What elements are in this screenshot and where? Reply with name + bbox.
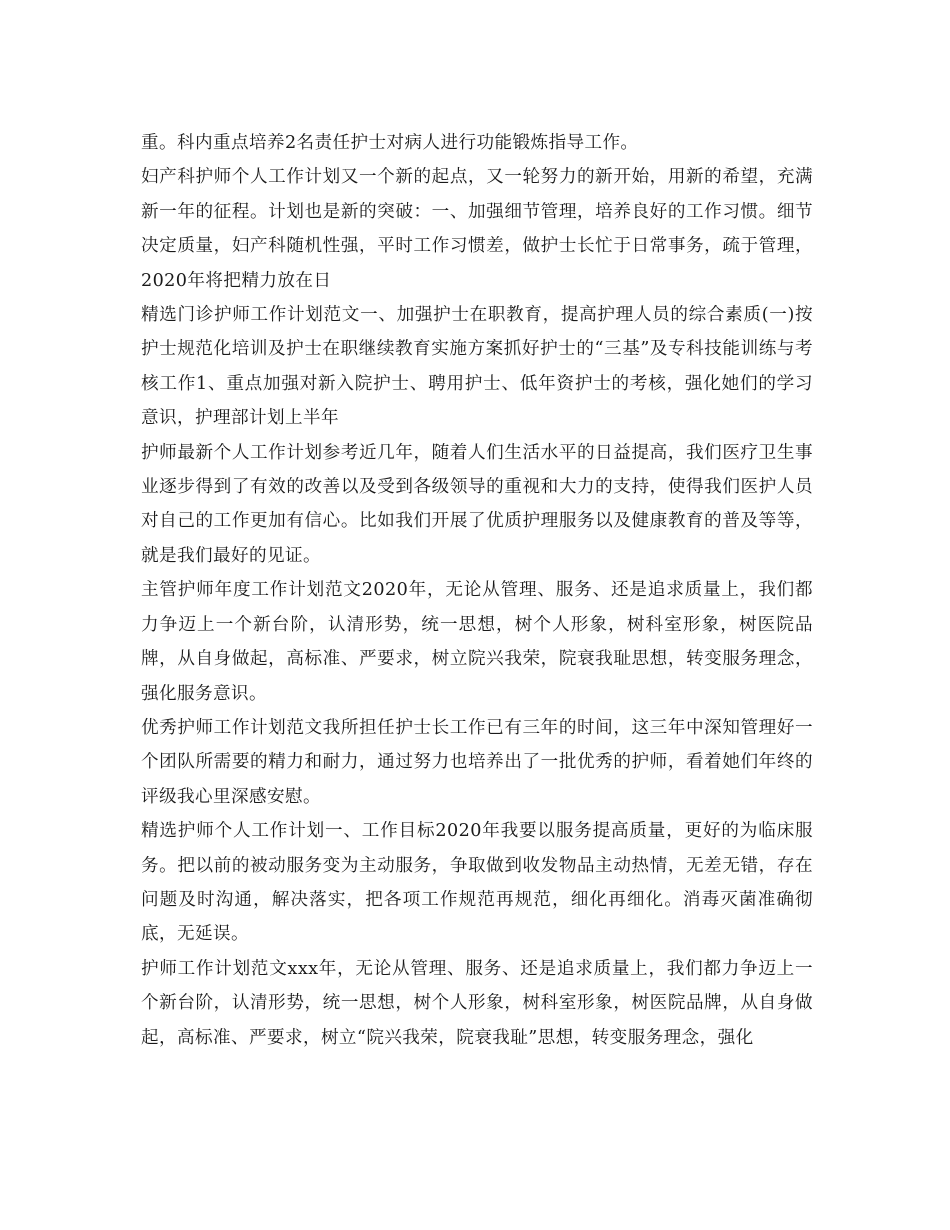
paragraph-6: 优秀护师工作计划范文我所担任护士长工作已有三年的时间，这三年中深知管理好一个团队所需要的精力和耐力，通过努力也培养出了一批优秀的护师，看着她们年终的评级我心里深感安慰。	[141, 717, 813, 807]
paragraph-8: 护师工作计划范文xxx年，无论从管理、服务、还是追求质量上，我们都力争迈上一个新台阶，认清形势，统一思想，树个人形象，树科室形象，树医院品牌，从自身做起，高标准、严要求，树立“院兴我荣，院衰我耻”思想，转变服务理念，强化	[141, 958, 813, 1048]
paragraph-2: 妇产科护师个人工作计划又一个新的起点，又一轮努力的新开始，用新的希望，充满新一年的征程。计划也是新的突破：一、加强细节管理，培养良好的工作习惯。细节决定质量，妇产科随机性强，平时工作习惯差，做护士长忙于日常事务，疏于管理，2020年将把精力放在日	[141, 167, 813, 291]
paragraph-4: 护师最新个人工作计划参考近几年，随着人们生活水平的日益提高，我们医疗卫生事业逐步得到了有效的改善以及受到各级领导的重视和大力的支持，使得我们医护人员对自己的工作更加有信心。比如我们开展了优质护理服务以及健康教育的普及等等，就是我们最好的见证。	[141, 442, 813, 566]
paragraph-1: 重。科内重点培养2名责任护士对病人进行功能锻炼指导工作。	[141, 133, 639, 153]
paragraph-5: 主管护师年度工作计划范文2020年，无论从管理、服务、还是追求质量上，我们都力争迈上一个新台阶，认清形势，统一思想，树个人形象，树科室形象，树医院品牌，从自身做起，高标准、严要求，树立院兴我荣，院衰我耻思想，转变服务理念，强化服务意识。	[141, 580, 813, 704]
paragraph-3: 精选门诊护师工作计划范文一、加强护士在职教育，提高护理人员的综合素质(一)按护士规范化培训及护士在职继续教育实施方案抓好护士的“三基”及专科技能训练与考核工作1、重点加强对新入院护士、聘用护士、低年资护士的考核，强化她们的学习意识，护理部计划上半年	[141, 305, 813, 429]
document-body	[141, 126, 813, 1055]
paragraph-7: 精选护师个人工作计划一、工作目标2020年我要以服务提高质量，更好的为临床服务。把以前的被动服务变为主动服务，争取做到收发物品主动热情，无差无错，存在问题及时沟通，解决落实，把各项工作规范再规范，细化再细化。消毒灭菌准确彻底，无延误。	[141, 821, 813, 945]
